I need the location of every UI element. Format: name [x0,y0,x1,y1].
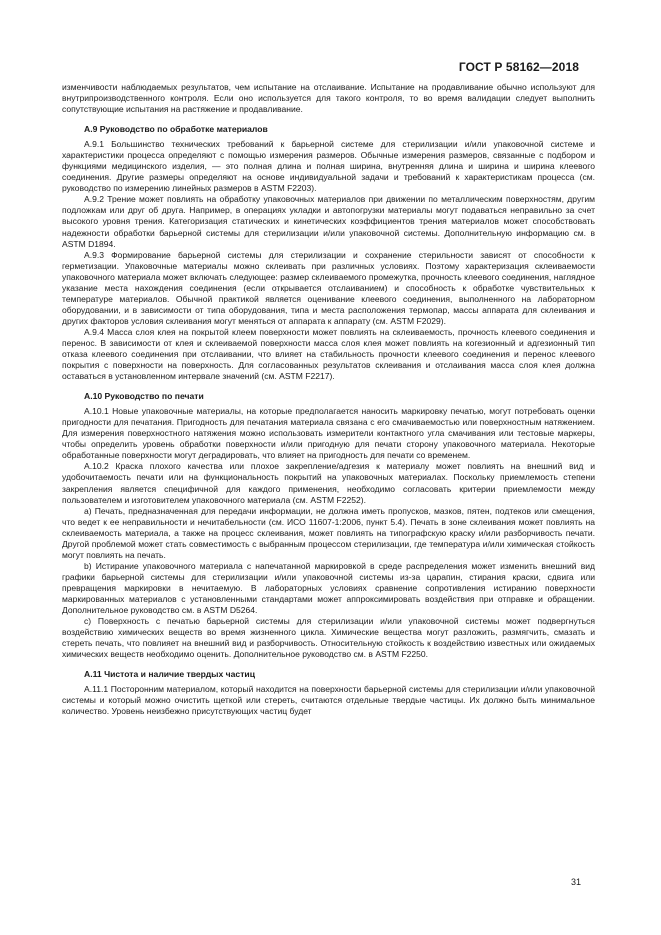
paragraph-a10-1: A.10.1 Новые упаковочные материалы, на которые предполагается наносить маркировку печатью, могут потребовать оценки пригодности для печатания. Пригодность для печатания материала связана с его смачиваемостью или поверхностным натяжением. Для измерения поверхностного натяжения можно использовать измерители контактного угла смачивания или тестовые маркеры, чтобы определить уровень обработки поверхности и/или пригодную для печати сторону упаковочного материала. Некоторые обработанные поверхности могут деградировать, что влияет на пригодность для печати со временем. [62,406,595,461]
page-number: 31 [570,877,581,887]
list-item-b: b) Истирание упаковочного материала с напечатанной маркировкой в среде распределения может изменить внешний вид графики барьерной системы для стерилизации и/или упаковочной системы из-за царапин, стирания краски, сдвига или превращения маркировки в нечитаемую. В лабораторных условиях сравнение сопротивления истиранию поверхности маркированных материалов с установленными стандартами может аппроксимировать воздействия при отправке и обращении. Дополнительное руководство см. в ASTM D5264. [62,560,595,616]
paragraph-a10-2: A.10.2 Краска плохого качества или плохое закрепление/адгезия к материалу может повлиять на внешний вид и удобочитаемость печати или на функциональность покрытий на упаковочных материалах. Поскольку приемлемость степени закрепления является специфичной для каждого применения, необходимо согласовать критерии приемлемости между пользователем и изготовителем упаковочного материала (см. ASTM F2252). [62,461,595,505]
section-heading-a11: A.11 Чистота и наличие твердых частиц [84,669,255,680]
paragraph-a9-3: A.9.3 Формирование барьерной системы для стерилизации и сохранение стерильности зависят от способности к герметизации. Упаковочные материалы можно склеивать при различных условиях. Поэтому характеризация склеиваемости упаковочного материала может включать следующее: размер склеиваемого промежутка, прочность клеевого соединения, наглядное указание места нахождения соединения (если открывается отслаиванием) и способность к обработке чувствительных к температуре материалов. Обычной практикой является оценивание клеевого соединения, выполненного на лабораторном оборудовании, и в зависимости от типа оборудования, типа и места расположения термопар, массы аппарата для склеивания и других факторов условия склеивания могут меняться от аппарата к аппарату (см. ASTM F2029). [62,249,595,326]
paragraph-a11-1: A.11.1 Посторонним материалом, который находится на поверхности барьерной системы для стерилизации и/или упаковочной системы и который можно очистить щеткой или стереть, считаются отдельные твердые частицы. Их должно быть минимальное количество. Уровень неизбежно присутствующих частиц будет [62,684,595,717]
section-heading-a10: A.10 Руководство по печати [84,391,204,402]
document-body [62,82,595,717]
paragraph-a9-1: A.9.1 Большинство технических требований к барьерной системе для стерилизации и/или упаковочной системе и характеристики процесса определяют с помощью измерения размеров. Обычные измерения размеров, связанные с подбором и функциями медицинского изделия, — это полная длина и полная ширина, внутренняя длина и ширина и ширина клеевого соединения. Другие размеры определяют на основе индивидуальной задачи и требований к характеристикам процесса (см. руководство по измерению линейных размеров в ASTM F2203). [62,139,595,194]
section-heading-a9: A.9 Руководство по обработке материалов [84,124,268,135]
list-item-c: c) Поверхность с печатью барьерной системы для стерилизации и/или упаковочной системы может подвергнуться воздействию химических веществ во время жизненного цикла. Химические вещества могут разложить, размягчить, смазать и стереть печать, что повлияет на внешний вид и разборчивость. Относительную стойкость к воздействию известных или ожидаемых химических веществ необходимо оценить. Дополнительное руководство см. в ASTM F2250. [62,616,595,660]
paragraph-continuation: изменчивости наблюдаемых результатов, чем испытание на отслаивание. Испытание на продавливание обычно используют для внутрипроизводственного контроля. Если оно используется для такого контроля, то во время валидации следует выполнить сопутствующие испытания на растяжение и продавливание. [62,82,595,115]
document-id-header: ГОСТ Р 58162—2018 [458,60,579,74]
paragraph-a9-4: A.9.4 Масса слоя клея на покрытой клеем поверхности может повлиять на склеиваемость, прочность клеевого соединения и перенос. В зависимости от клея и склеиваемой поверхности масса слоя клея может повлиять на когезионный и адгезионный тип отказа клеевого соединения при отслаивании, что влияет на стабильность прочности клеевого соединения и перенос клеевого покрытия с поверхности на поверхность. Для согласованных результатов склеивания и отслаивания масса слоя клея должна оставаться в установленном интервале значений (см. ASTM F2217). [62,326,595,382]
list-item-a: a) Печать, предназначенная для передачи информации, не должна иметь пропусков, мазков, пятен, подтеков или смещения, что ведет к ее неправильности и нечитабельности (см. ИСО 11607-1:2006, пункт 5.4). Печать в зоне склеивания может повлиять на склеиваемость материала, а также на процесс склеивания, может повлиять на типографскую краску и/или разборчивость печати. Другой проблемой может стать совместимость с выбранным процессом стерилизации, где температура и/или химическая стойкость могут повлиять на печать. [62,505,595,560]
paragraph-a9-2: A.9.2 Трение может повлиять на обработку упаковочных материалов при движении по металлическим поверхностям, другим подложкам или друг об друга. Например, в операциях укладки и автопогрузки материалы могут подаваться неправильно за счет высокого уровня трения. Категоризация статических и кинетических коэффициентов трения материалов может способствовать надежности обработки барьерной системы для стерилизации и/или упаковочной системы. Дополнительную информацию см. в ASTM D1894. [62,194,595,249]
